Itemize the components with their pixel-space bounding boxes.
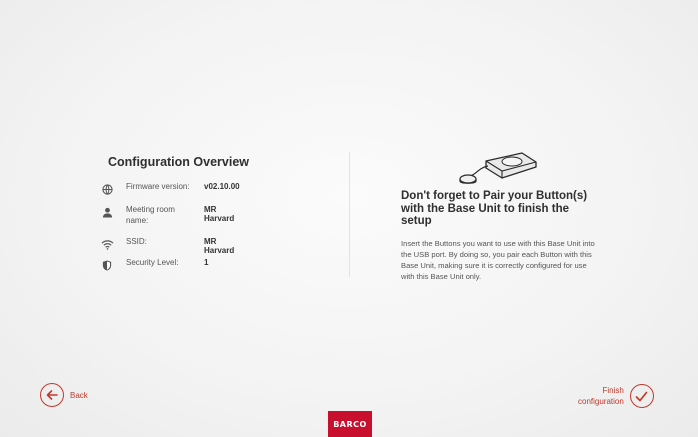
pairing-title: Don't forget to Pair your Button(s) with the Base Unit to finish the setup <box>401 190 588 227</box>
back-arrow-icon[interactable] <box>40 383 64 407</box>
shield-icon <box>100 258 114 272</box>
room-name-value: MR Harvard <box>204 205 235 223</box>
globe-icon <box>100 182 114 196</box>
security-label: Security Level: <box>126 258 179 267</box>
base-unit-illustration <box>458 148 538 193</box>
overview-title: Configuration Overview <box>108 155 249 169</box>
barco-logo <box>328 411 372 437</box>
pairing-section <box>401 190 601 282</box>
finish-label[interactable] <box>578 385 624 407</box>
configuration-overview <box>108 155 328 267</box>
wifi-icon <box>100 237 114 251</box>
user-icon <box>100 205 114 219</box>
back-label[interactable]: Back <box>70 390 88 400</box>
finish-label-line1[interactable]: Finish <box>602 386 624 395</box>
checkmark-icon[interactable] <box>630 384 654 408</box>
barco-logo-text: BARCO <box>333 419 367 429</box>
firmware-label: Firmware version: <box>126 182 190 191</box>
finish-configuration-button[interactable] <box>578 384 654 408</box>
section-divider <box>349 152 350 277</box>
firmware-value: v02.10.00 <box>204 182 240 191</box>
pairing-description: Insert the Buttons you want to use with this Base Unit into the USB port. By doing so, you pair each Button with this Base Unit, making sure it is correctly configured for use with this Base Unit only. <box>401 238 595 282</box>
ssid-value: MR Harvard <box>204 237 235 255</box>
finish-label-line2[interactable]: configuration <box>578 397 624 406</box>
room-name-label: Meeting room name: <box>126 205 175 225</box>
ssid-label: SSID: <box>126 237 147 246</box>
security-value: 1 <box>204 258 209 267</box>
back-button[interactable] <box>40 383 88 407</box>
